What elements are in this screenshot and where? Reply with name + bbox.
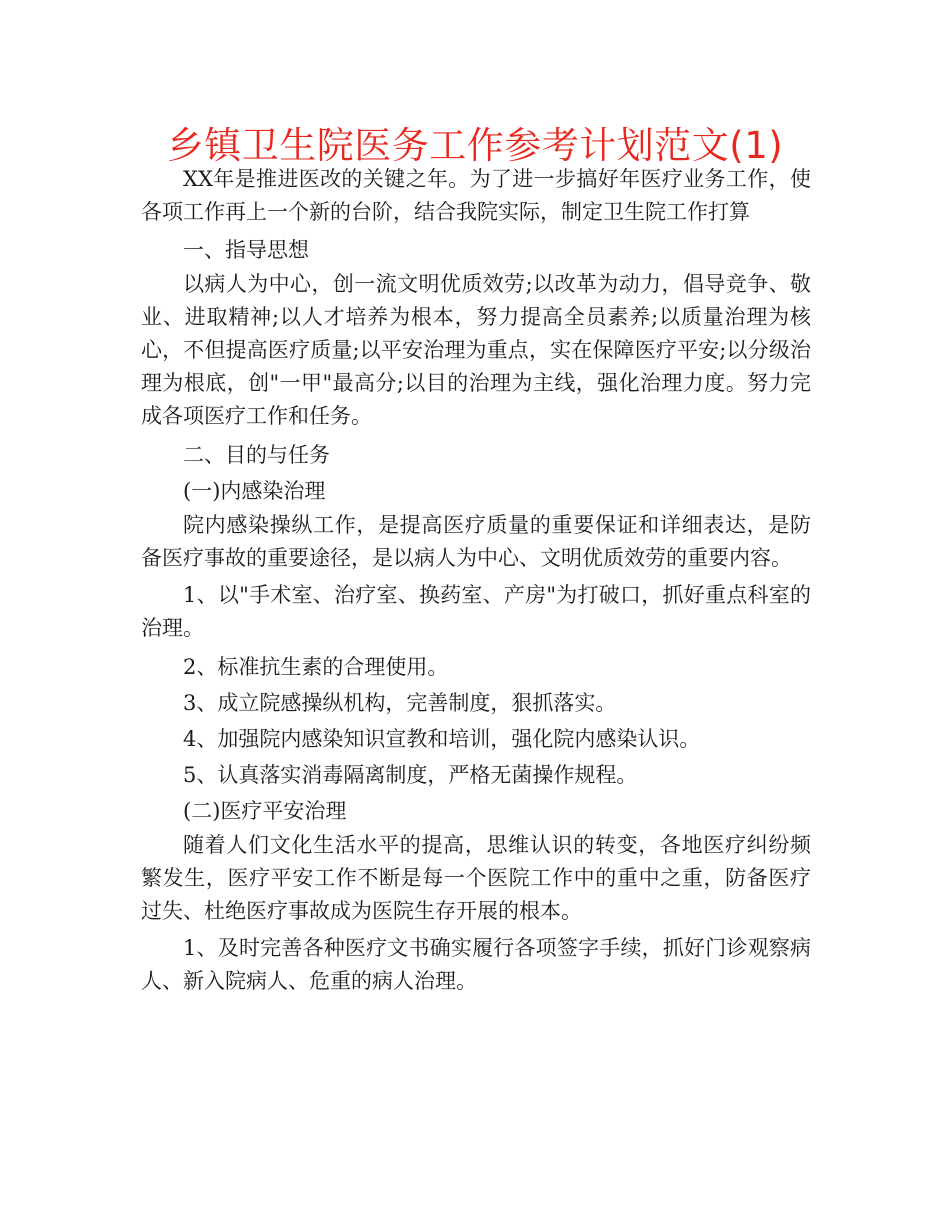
intro-paragraph: XX年是推进医改的关键之年。为了进一步搞好年医疗业务工作，使各项工作再上一个新的台阶，结合我院实际，制定卫生院工作打算 bbox=[141, 167, 811, 224]
infection-item-4: 4、加强院内感染知识宣教和培训，强化院内感染认识。 bbox=[183, 727, 701, 751]
infection-item-2: 2、标准抗生素的合理使用。 bbox=[183, 655, 449, 679]
medical-safety-item-1: 1、及时完善各种医疗文书确实履行各项签字手续，抓好门诊观察病人、新入院病人、危重的病人治理。 bbox=[141, 936, 811, 993]
document-body bbox=[141, 163, 811, 998]
subsection-heading-medical-safety: (二)医疗平安治理 bbox=[183, 799, 347, 823]
guiding-ideology-paragraph: 以病人为中心，创一流文明优质效劳;以改革为动力，倡导竞争、敬业、进取精神;以人才培养为根本，努力提高全员素养;以质量治理为核心，不但提高医疗质量;以平安治理为重点，实在保障医疗平安;以分级治理为根底，创"一甲"最高分;以目的治理为主线，强化治理力度。努力完成各项医疗工作和任务。 bbox=[141, 272, 811, 428]
section-heading-guiding-ideology: 一、指导思想 bbox=[183, 238, 309, 262]
infection-item-5: 5、认真落实消毒隔离制度，严格无菌操作规程。 bbox=[183, 763, 638, 787]
subsection-heading-infection-control: (一)内感染治理 bbox=[183, 479, 326, 503]
infection-control-paragraph: 院内感染操纵工作，是提高医疗质量的重要保证和详细表达，是防备医疗事故的重要途径，是以病人为中心、文明优质效劳的重要内容。 bbox=[141, 513, 811, 570]
infection-item-3: 3、成立院感操纵机构，完善制度，狠抓落实。 bbox=[183, 691, 617, 715]
medical-safety-paragraph: 随着人们文化生活水平的提高，思维认识的转变，各地医疗纠纷频繁发生，医疗平安工作不断是每一个医院工作中的重中之重，防备医疗过失、杜绝医疗事故成为医院生存开展的根本。 bbox=[141, 833, 811, 923]
section-heading-goals-tasks: 二、目的与任务 bbox=[183, 443, 330, 467]
document-title: 乡镇卫生院医务工作参考计划范文(1) bbox=[166, 124, 784, 167]
infection-item-1: 1、以"手术室、治疗室、换药室、产房"为打破口，抓好重点科室的治理。 bbox=[141, 583, 811, 640]
